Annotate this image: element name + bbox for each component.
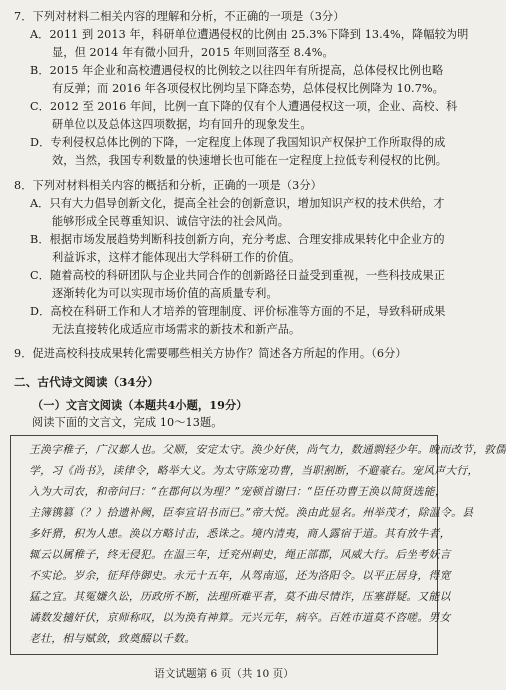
q8-option-a-cont: 能够形成全民尊重知识、诚信守法的社会风尚。 xyxy=(52,215,290,228)
q8-option-a: A．只有大力倡导创新文化，提高全社会的创新意识，增加知识产权的技术供给，才 xyxy=(30,197,445,210)
passage-line: 老壮，相与赋敛，致奠醊以千数。 xyxy=(29,632,196,645)
passage-line: 主簿镌篡（？）拾遗补阙，臣奉宣诏书而已。”帝大悦。涣由此显名。州举茂才，除温令。县 xyxy=(29,506,474,519)
q8-option-b: B．根据市场发展趋势判断科技创新方向，充分考虑、合理安排成果转化中企业方的 xyxy=(30,233,445,246)
q8-option-b-cont: 利益诉求，这样才能体现出大学科研工作的价值。 xyxy=(52,251,301,264)
q7-option-b-cont: 有反弹；而 2016 年各项侵权比例均呈下降态势，总体侵权比例降为 10.7%。 xyxy=(52,82,444,95)
q7-option-d: D．专利侵权总体比例的下降，一定程度上体现了我国知识产权保护工作所取得的成 xyxy=(30,136,446,149)
q7-option-b: B．2015 年企业和高校遭遇侵权的比例较之以往四年有所提高，总体侵权比例也略 xyxy=(30,64,444,77)
passage-line: 辄云以属稚子，终无侵犯。在温三年，迁兖州刺史，绳正部郡，风威大行。后坐考妖言 xyxy=(29,548,451,561)
q9-stem: 9．促进高校科技成果转化需要哪些相关方协作？简述各方所起的作用。（6分） xyxy=(14,347,407,360)
passage-box xyxy=(10,435,506,655)
q8-option-c-cont: 逐渐转化为可以实现市场价值的高质量专利。 xyxy=(52,287,278,300)
passage-line: 猛之宜。其冤嫌久讼，历政所不断，法理所难平者，莫不曲尽情诈，压塞群疑。又能以 xyxy=(29,590,451,603)
page-footer: 语文试题第 6 页（共 10 页） xyxy=(154,668,294,680)
passage-line: 王涣字稚子，广汉郪人也。父顺，安定太守。涣少好侠，尚气力，数通剽轻少年。晚而改节，敦儒 xyxy=(29,443,506,456)
q7-option-c: C．2012 至 2016 年间，比例一直下降的仅有个人遭遇侵权这一项，企业、高校、科 xyxy=(30,100,458,113)
passage-line: 多奸猾，积为人患。涣以方略讨击，悉诛之。境内清夷，商人露宿于道。其有放牛者， xyxy=(29,527,451,540)
q8-stem: 8．下列对材料相关内容的概括和分析，正确的一项是（3分） xyxy=(14,179,322,192)
q7-stem: 7．下列对材料二相关内容的理解和分析，不正确的一项是（3分） xyxy=(14,10,345,23)
q8-option-c: C．随着高校的科研团队与企业共同合作的创新路径日益受到重视，一些科技成果正 xyxy=(30,269,446,282)
q7-option-a: A．2011 到 2013 年，科研单位遭遇侵权的比例由 25.3%下降到 13.4%，降幅较为明 xyxy=(30,28,469,41)
subsection-heading: （一）文言文阅读（本题共4小题，19分） xyxy=(32,398,248,412)
q7-option-c-cont: 研单位以及总体这四项数据，均有回升的现象发生。 xyxy=(52,118,312,131)
q8-option-d-cont: 无法直接转化成适应市场需求的新技术和新产品。 xyxy=(52,323,301,336)
q7-option-d-cont: 效，当然，我国专利数量的快速增长也可能在一定程度上拉低专利侵权的比例。 xyxy=(52,154,448,167)
reading-instruction: 阅读下面的文言文，完成 10～13题。 xyxy=(32,416,223,429)
passage-line: 谲数发擿奸伏，京师称叹，以为涣有神算。元兴元年，病卒。百姓市道莫不咨嗟。男女 xyxy=(29,611,451,624)
q8-option-d: D．高校在科研工作和人才培养的管理制度、评价标准等方面的不足，导致科研成果 xyxy=(30,305,446,318)
q7-option-a-cont: 显，但 2014 年有微小回升，2015 年则回落至 8.4%。 xyxy=(52,46,334,59)
section-heading: 二、古代诗文阅读（34分） xyxy=(14,375,159,389)
passage-line: 学，习《尚书》，读律令，略举大义。为太守陈宠功曹，当职割断，不避豪右。宠风声大行， xyxy=(29,464,479,477)
passage-line: 入为大司农，和帝问曰：“在郡何以为理？”宠顿首谢曰：“臣任功曹王涣以简贤选能， xyxy=(29,485,446,498)
passage-line: 不实论。岁余，征拜侍御史。永元十五年，从驾南巡，还为洛阳令。以平正居身，得宽 xyxy=(29,569,451,582)
